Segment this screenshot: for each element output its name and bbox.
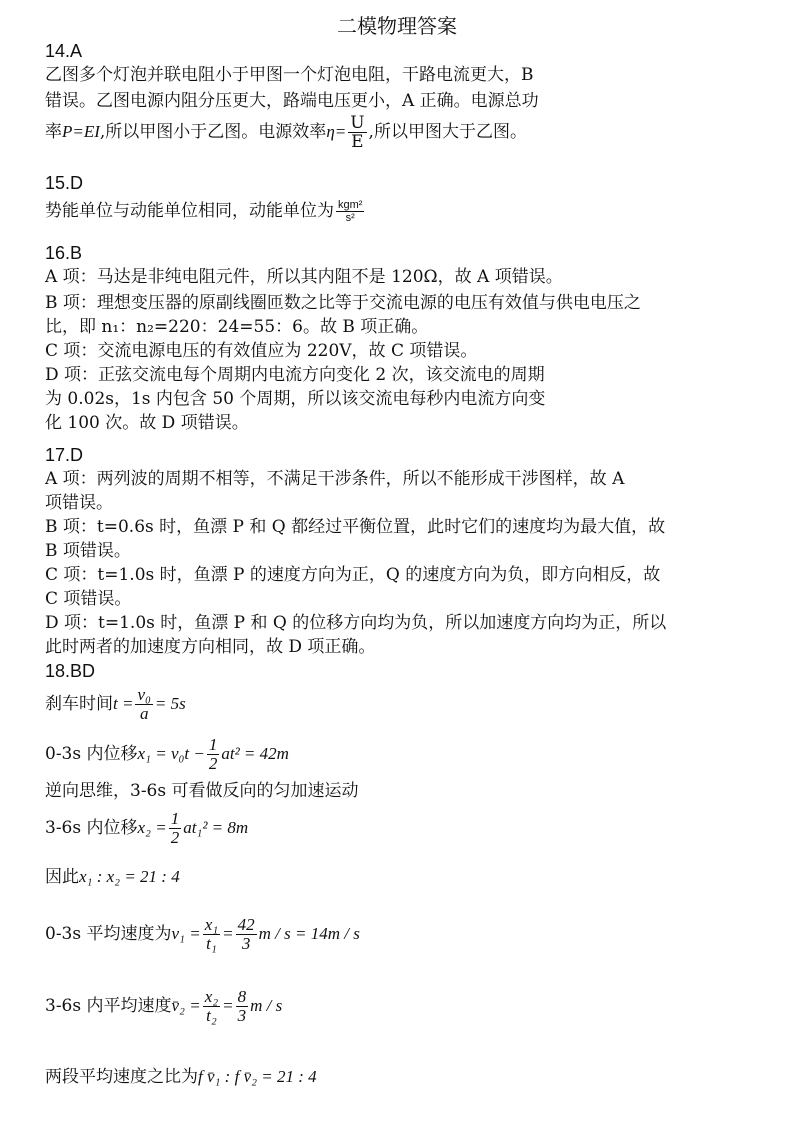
reverse-thinking-line: 逆向思维，3-6s 可看做反向的匀加速运动	[45, 781, 359, 801]
q14-heading: 14.A	[45, 41, 83, 61]
ratio-line	[45, 866, 180, 888]
power-formula: P=EI	[62, 122, 100, 141]
ratio-label: 因此	[45, 867, 79, 887]
brake-rhs: = 5s	[154, 694, 186, 713]
efficiency-denominator: E	[351, 132, 364, 152]
avg-velocity-1-den-b: 3	[241, 934, 251, 953]
efficiency-fraction	[348, 114, 366, 151]
q17-line-6: C 项错误。	[45, 589, 132, 609]
avg-velocity-1-rhs: m / s = 14m / s	[258, 924, 360, 943]
q16-line-4: C 项：交流电源电压的有效值应为 220V，故 C 项错误。	[45, 341, 478, 361]
q16-heading: 16.B	[45, 243, 83, 263]
ratio-expression: x₁ : x₂ = 21 : 4	[79, 867, 180, 886]
avg-velocity-2-den-a: t₂	[206, 1006, 217, 1025]
displacement-2-rhs: at₁² = 8m	[183, 818, 249, 837]
final-ratio-expression: f v̄₁ : f v̄₂ = 21 : 4	[198, 1067, 317, 1086]
avg-velocity-1-fraction-b	[236, 916, 257, 953]
avg-velocity-2-den-b: 3	[237, 1006, 247, 1025]
avg-velocity-1-line	[45, 914, 360, 954]
q17-line-4: B 项错误。	[45, 541, 131, 561]
efficiency-symbol: η=	[326, 122, 347, 141]
final-ratio-line	[45, 1066, 317, 1088]
q15-heading: 15.D	[45, 173, 84, 193]
displacement-1-denominator: 2	[208, 754, 218, 773]
kinetic-unit-fraction	[336, 199, 364, 224]
q15-text: 势能单位与动能单位相同，动能单位为	[45, 201, 334, 221]
avg-velocity-1-equals: =	[222, 924, 234, 943]
q16-line-6: 为 0.02s，1s 内包含 50 个周期，所以该交流电每秒内电流方向变	[45, 389, 546, 409]
brake-fraction	[135, 686, 152, 723]
avg-velocity-1-lhs: v₁ =	[171, 924, 201, 943]
brake-lhs: t =	[113, 694, 134, 713]
q17-line-1: A 项：两列波的周期不相等，不满足干涉条件，所以不能形成干涉图样，故 A	[45, 469, 625, 489]
q16-line-7: 化 100 次。故 D 项错误。	[45, 413, 249, 433]
avg-velocity-2-rhs: m / s	[250, 996, 283, 1015]
q17-line-7: D 项：t=1.0s 时，鱼漂 P 和 Q 的位移方向均为负，所以加速度方向均为正，所以	[45, 613, 667, 633]
displacement-2-line	[45, 808, 248, 848]
avg-velocity-2-label: 3-6s 内平均速度	[45, 996, 172, 1016]
avg-velocity-1-den-a: t₁	[206, 934, 217, 953]
displacement-1-lhs: x₁ = v₀t −	[137, 744, 205, 763]
q16-line-2: B 项：理想变压器的原副线圈匝数之比等于交流电源的电压有效值与供电电压之	[45, 293, 641, 313]
avg-velocity-1-num-b: 42	[237, 915, 255, 934]
avg-velocity-2-num-b: 8	[237, 987, 247, 1006]
q14-line-1: 乙图多个灯泡并联电阻小于甲图一个灯泡电阻，干路电流更大，B	[45, 65, 534, 85]
avg-velocity-2-num-a: x₂	[204, 987, 219, 1006]
brake-denominator: a	[139, 704, 149, 723]
avg-velocity-2-lhs: v̄₂ =	[171, 996, 201, 1015]
avg-velocity-1-label: 0-3s 平均速度为	[45, 924, 172, 944]
q17-line-5: C 项：t=1.0s 时，鱼漂 P 的速度方向为正，Q 的速度方向为负，即方向相反，故	[45, 565, 661, 585]
q16-line-3: 比，即 n₁：n₂=220：24=55：6。故 B 项正确。	[45, 317, 429, 337]
displacement-1-label: 0-3s 内位移	[45, 744, 138, 764]
avg-velocity-2-line	[45, 986, 282, 1026]
q18-heading: 18.BD	[45, 661, 96, 681]
brake-time-line	[45, 684, 186, 724]
displacement-1-numerator: 1	[208, 735, 218, 754]
avg-velocity-1-num-a: x₁	[204, 915, 219, 934]
q14-line-3c: ,所以甲图小于乙图。电源效率	[99, 122, 327, 142]
q17-line-3: B 项：t=0.6s 时，鱼漂 P 和 Q 都经过平衡位置，此时它们的速度均为最大值，故	[45, 517, 666, 537]
displacement-2-denominator: 2	[170, 828, 180, 847]
displacement-2-lhs: x₂ =	[137, 818, 167, 837]
avg-velocity-2-equals: =	[222, 996, 234, 1015]
unit-denominator: s²	[345, 212, 355, 224]
q14-line-2: 错误。乙图电源内阻分压更大，路端电压更小，A 正确。电源总功	[45, 91, 539, 111]
displacement-1-line	[45, 734, 289, 774]
q14-line-3a: 率	[45, 122, 62, 142]
displacement-1-rhs: at² = 42m	[221, 744, 289, 763]
displacement-1-fraction	[207, 736, 220, 773]
displacement-2-numerator: 1	[170, 809, 180, 828]
avg-velocity-2-fraction-a	[203, 988, 220, 1025]
q17-heading: 17.D	[45, 445, 84, 465]
q16-line-1: A 项：马达是非纯电阻元件，所以其内阻不是 120Ω，故 A 项错误。	[45, 267, 563, 287]
q14-line-3e: ,所以甲图大于乙图。	[368, 122, 527, 142]
avg-velocity-2-fraction-b	[236, 988, 249, 1025]
unit-numerator: kgm²	[338, 199, 363, 211]
efficiency-numerator: U	[350, 113, 365, 133]
q15-line-1	[45, 196, 366, 226]
brake-numerator: v₀	[137, 685, 151, 704]
q17-line-8: 此时两者的加速度方向相同，故 D 项正确。	[45, 637, 376, 657]
q16-line-5: D 项：正弦交流电每个周期内电流方向变化 2 次，该交流电的周期	[45, 365, 545, 385]
q14-line-3	[45, 112, 527, 152]
brake-time-label: 刹车时间	[45, 694, 113, 714]
displacement-2-label: 3-6s 内位移	[45, 818, 138, 838]
avg-velocity-1-fraction-a	[203, 916, 220, 953]
page-title: 二模物理答案	[337, 14, 457, 38]
final-ratio-label: 两段平均速度之比为	[45, 1067, 198, 1087]
q17-line-2: 项错误。	[45, 493, 113, 513]
displacement-2-fraction	[169, 810, 182, 847]
